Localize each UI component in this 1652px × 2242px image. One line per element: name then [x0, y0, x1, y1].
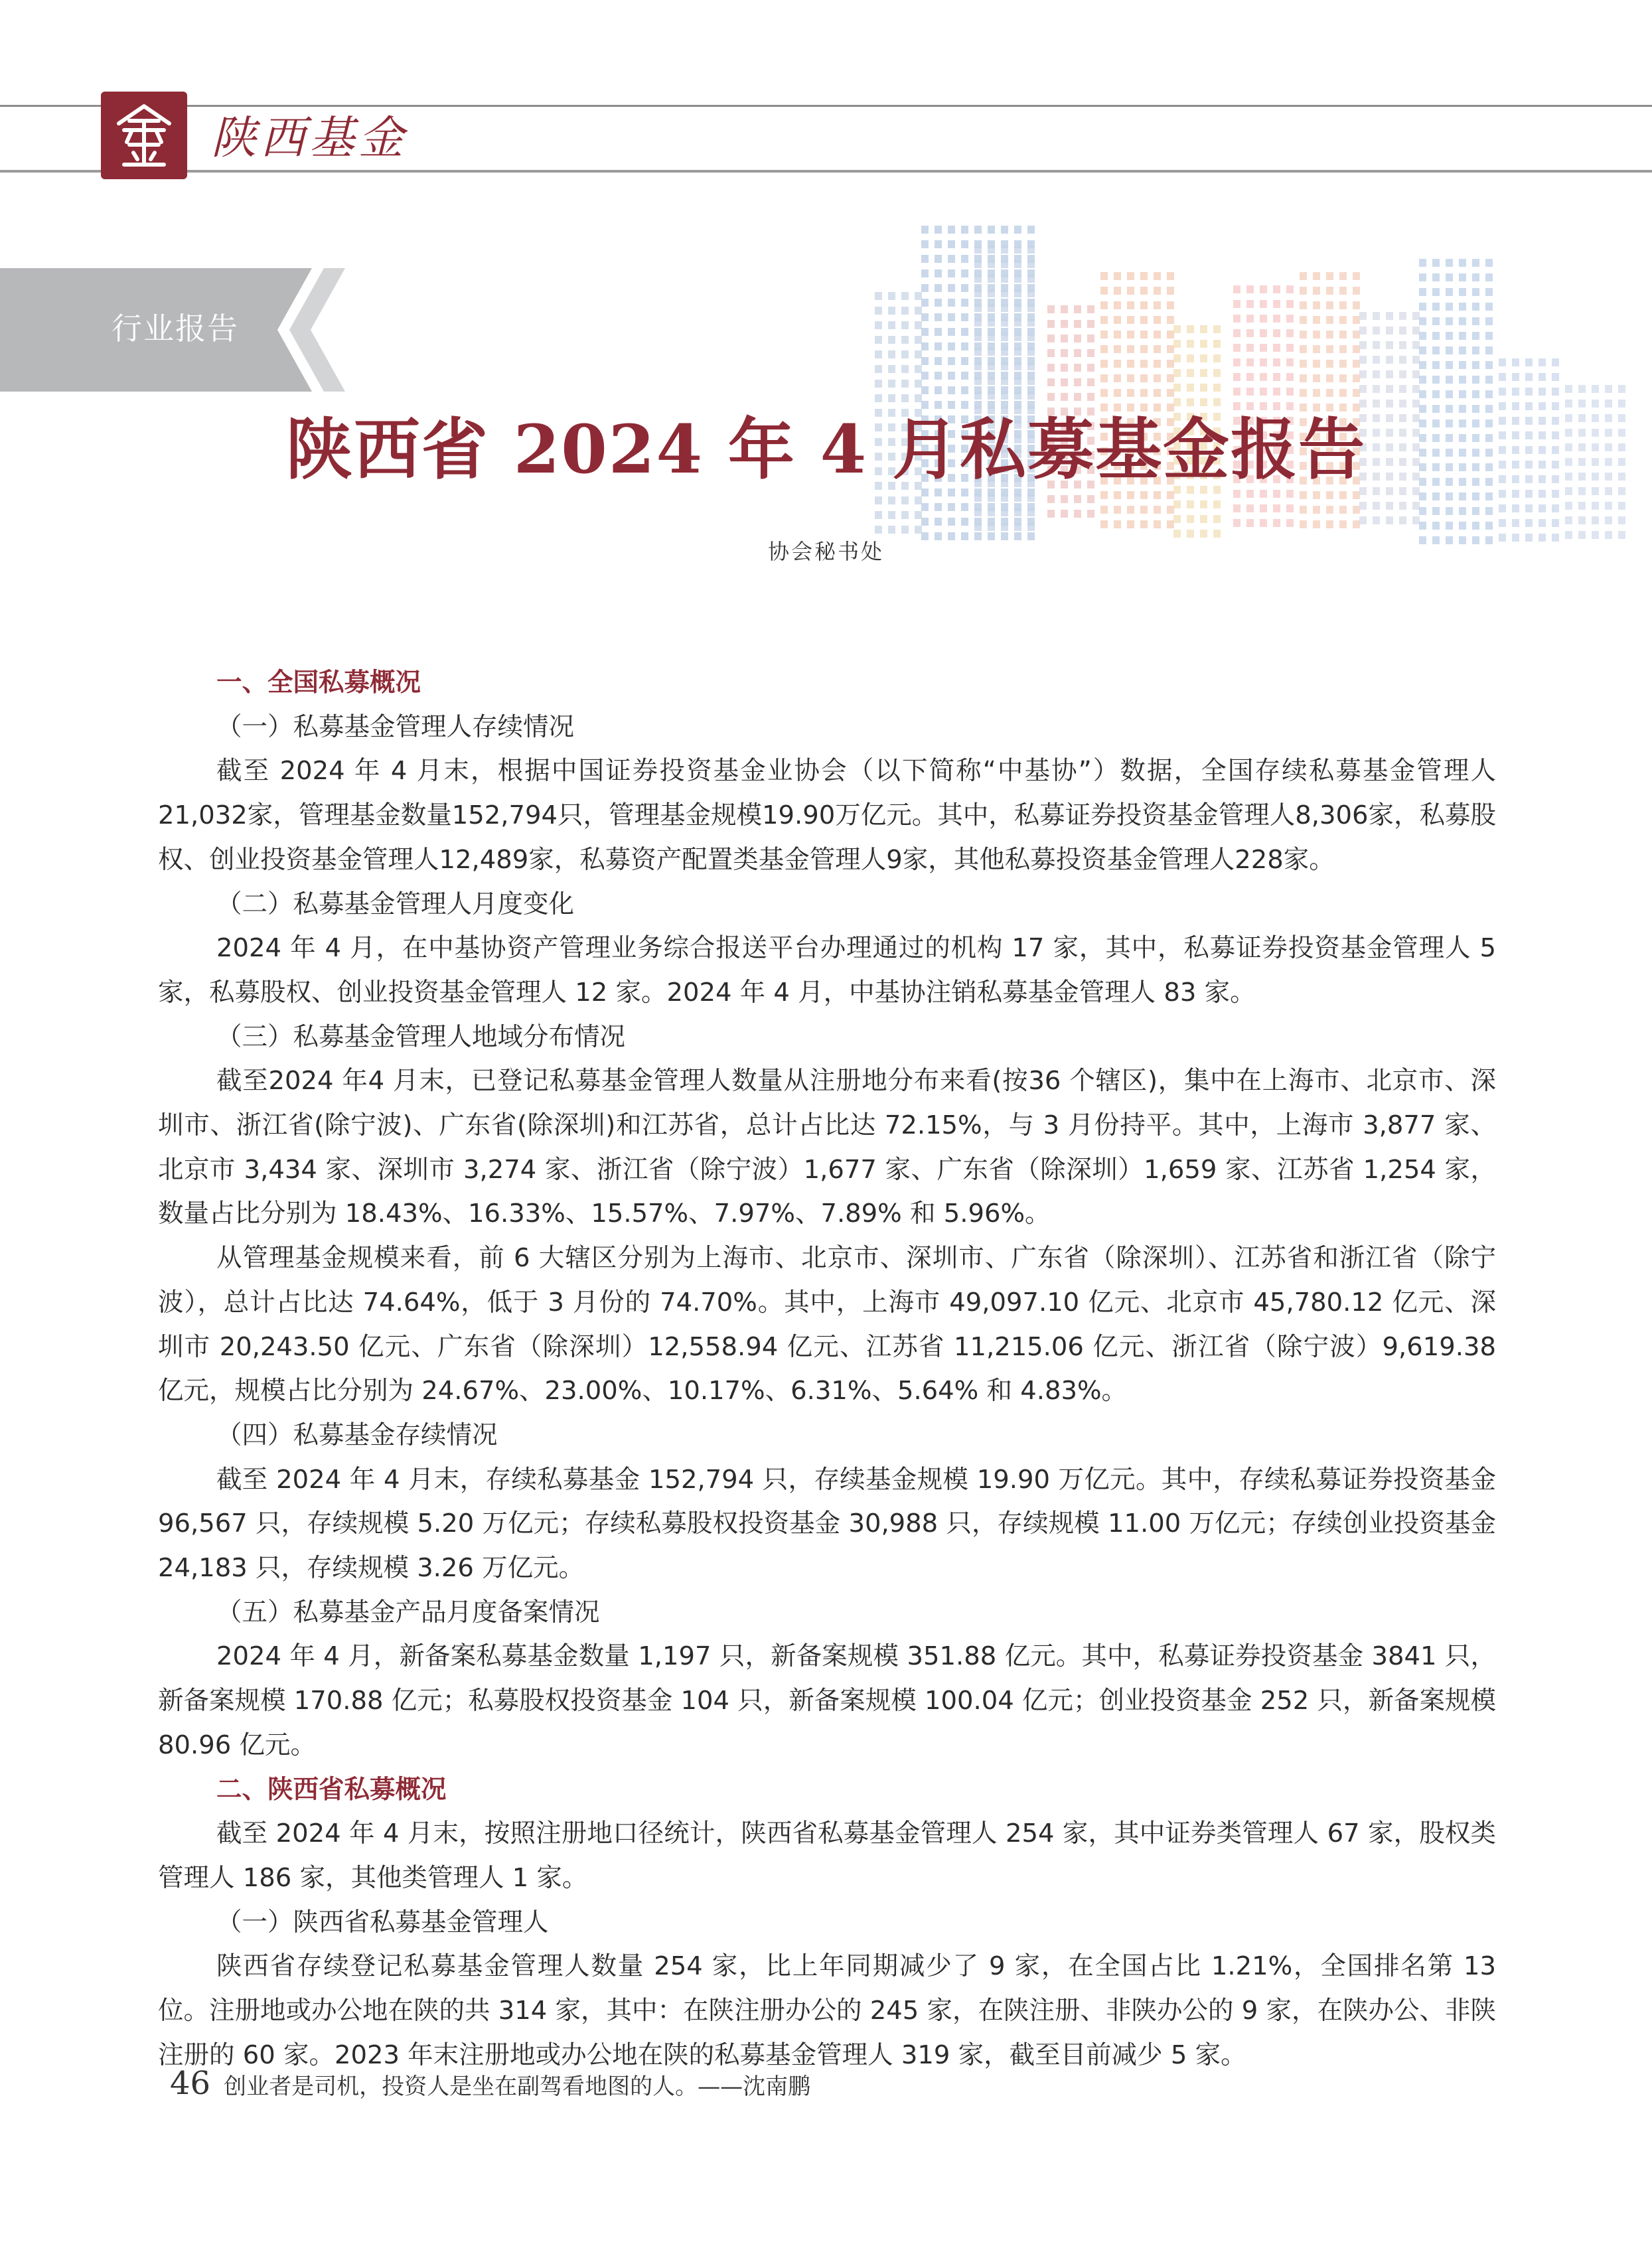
paragraph: 2024 年 4 月，在中基协资产管理业务综合报送平台办理通过的机构 17 家，其中，私募证券投资基金管理人 5 家，私募股权、创业投资基金管理人 12 家。2024 年 4 月，中基协注销私募基金管理人 83 家。 — [158, 933, 1496, 1008]
section-heading: 二、陕西省私募概况 — [216, 1774, 447, 1805]
article-author: 协会秘书处 — [767, 539, 884, 564]
subsection-heading: （一）私募基金管理人存续情况 — [216, 711, 575, 742]
paragraph: 截至 2024 年 4 月末，按照注册地口径统计，陕西省私募基金管理人 254 家，其中证券类管理人 67 家，股权类管理人 186 家，其他类管理人 1 家。 — [158, 1819, 1496, 1893]
section-tag-label: 行业报告 — [112, 311, 239, 346]
article-body — [158, 661, 1496, 2078]
section-heading: 一、全国私募概况 — [216, 668, 421, 698]
paragraph: 截至 2024 年 4 月末，根据中国证券投资基金业协会（以下简称“中基协”）数据，全国存续私募基金管理人21,032家，管理基金数量152,794只，管理基金规模19.90万亿元。其中，私募证券投资基金管理人8,306家，私募股权、创业投资基金管理人12,489家，私募资产配置类基金管理人9家，其他私募投资基金管理人228家。 — [158, 756, 1496, 875]
paragraph: 陕西省存续登记私募基金管理人数量 254 家，比上年同期减少了 9 家，在全国占比 1.21%，全国排名第 13 位。注册地或办公地在陕的共 314 家，其中：在陕注册办公的 245 家，在陕注册、非陕办公的 9 家，在陕办公、非陕注册的 60 家。2023 年末注册地或办公地在陕的私募基金管理人 319 家，截至目前减少 5 家。 — [158, 1951, 1496, 2070]
subsection-heading: （一）陕西省私募基金管理人 — [216, 1907, 549, 1937]
paragraph: 截至 2024 年 4 月末，存续私募基金 152,794 只，存续基金规模 19.90 万亿元。其中，存续私募证券投资基金 96,567 只，存续规模 5.20 万亿元；存续私募股权投资基金 30,988 只，存续规模 11.00 万亿元；存续创业投资基金 24,183 只，存续规模 3.26 万亿元。 — [158, 1464, 1496, 1584]
paragraph: 2024 年 4 月，新备案私募基金数量 1,197 只，新备案规模 351.88 亿元。其中，私募证券投资基金 3841 只，新备案规模 170.88 亿元；私募股权投资基金 104 只，新备案规模 100.04 亿元；创业投资基金 252 只，新备案规模 80.96 亿元。 — [158, 1641, 1496, 1760]
subsection-heading: （三）私募基金管理人地域分布情况 — [216, 1021, 626, 1052]
skyline-building — [1419, 259, 1493, 544]
paragraph: 截至2024 年4 月末，已登记私募基金管理人数量从注册地分布来看(按36 个辖区)，集中在上海市、北京市、深圳市、浙江省(除宁波)、广东省(除深圳)和江苏省，总计占比达 72.15%，与 3 月份持平。其中，上海市 3,877 家、北京市 3,434 家、深圳市 3,274 家、浙江省（除宁波）1,677 家、广东省（除深圳）1,659 家、江苏省 1,254 家，数量占比分别为 18.43%、16.33%、15.57%、7.97%、7.89% 和 5.96%。 — [158, 1066, 1496, 1229]
footer-quote: 创业者是司机，投资人是坐在副驾看地图的人。——沈南鹏 — [224, 2073, 811, 2100]
shaanxi-fund-seal-icon — [101, 92, 187, 179]
header-rule-top — [0, 105, 1652, 107]
subsection-heading: （四）私募基金存续情况 — [216, 1420, 498, 1450]
subsection-heading: （二）私募基金管理人月度变化 — [216, 889, 575, 919]
paragraph: 从管理基金规模来看，前 6 大辖区分别为上海市、北京市、深圳市、广东省（除深圳）、江苏省和浙江省（除宁波），总计占比达 74.64%，低于 3 月份的 74.70%。其中，上海市 49,097.10 亿元、北京市 45,780.12 亿元、深圳市 20,243.50 亿元、广东省（除深圳）12,558.94 亿元、江苏省 11,215.06 亿元、浙江省（除宁波）9,619.38 亿元，规模占比分别为 24.67%、23.00%、10.17%、6.31%、5.64% 和 4.83%。 — [158, 1243, 1496, 1406]
page-footer — [170, 2063, 810, 2107]
article-title: 陕西省 2024 年 4 月私募基金报告 — [285, 410, 1367, 488]
brand-name: 陕西基金 — [211, 112, 408, 165]
subsection-heading: （五）私募基金产品月度备案情况 — [216, 1597, 600, 1627]
page-number: 46 — [170, 2065, 211, 2102]
